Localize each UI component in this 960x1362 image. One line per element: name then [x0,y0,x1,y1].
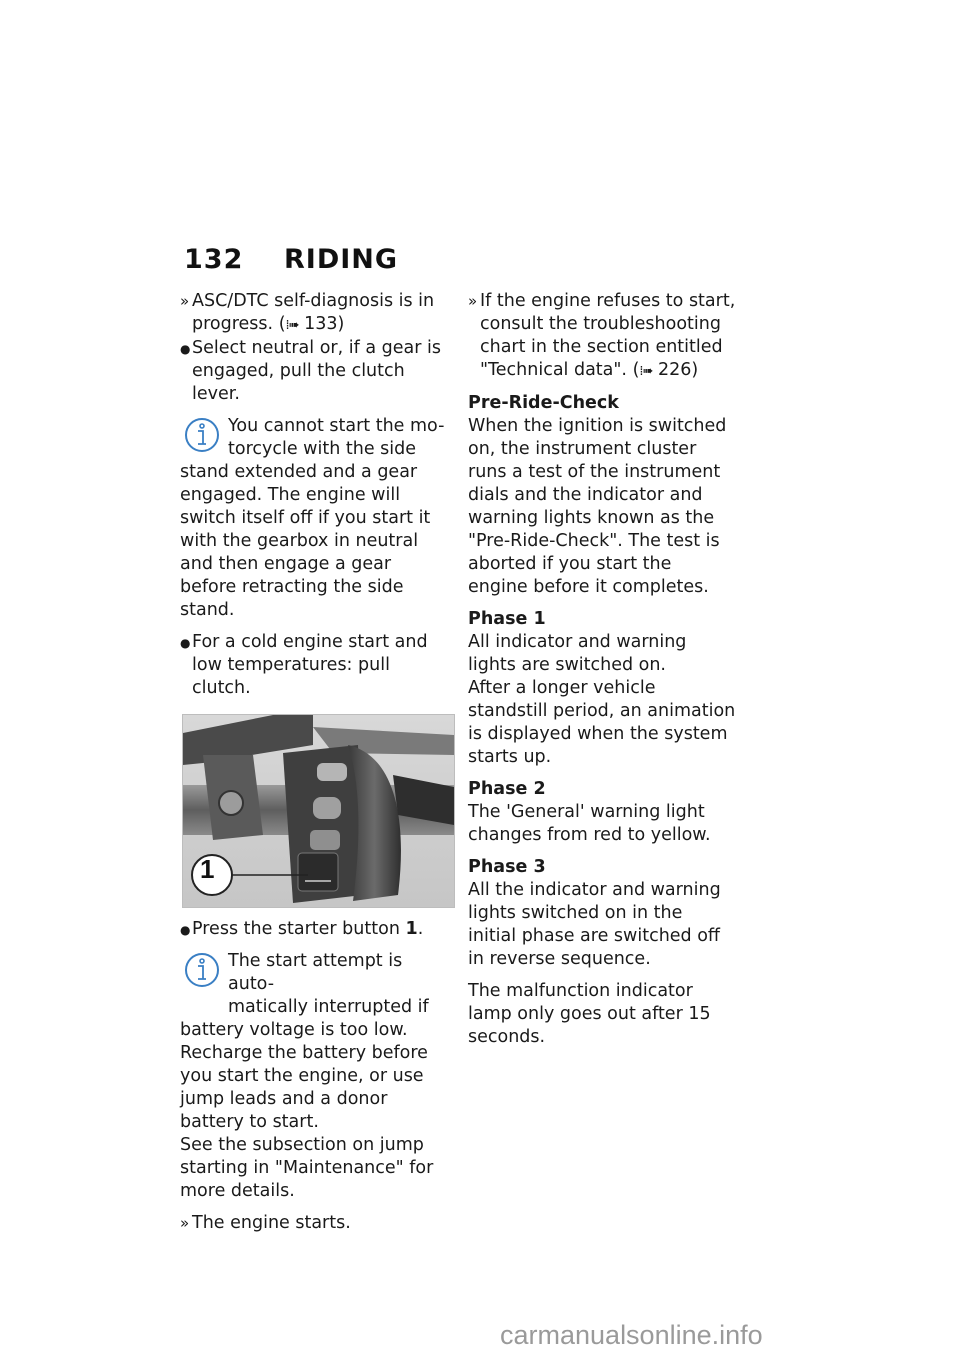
page-reference[interactable]: (⁞➠ 133) [278,314,345,334]
paragraph: All the indicator and warning lights switched on in the initial phase are switched off in reverse sequence. [468,880,721,969]
info-icon [184,952,220,988]
step-item: ● Select neutral or, if a gear is engaged, pull the clutch lever. [180,338,441,404]
reference-arrow-icon: ⁞➠ [639,364,653,379]
phase-heading: Phase 3 [468,857,546,877]
starter-switch-photo [183,715,454,907]
phase-heading: Phase 2 [468,779,546,799]
section-heading: Pre-Ride-Check [468,393,619,413]
figure-callout-number: 1 [200,854,215,884]
info-note: You cannot start the mo- torcycle with the side stand extended and a gear engaged. The engine will switch itself off if you start it with the gearbox in neutral and then engage a gear before retracting the side stand. [180,416,445,620]
paragraph: All indicator and warning lights are switched on. [468,632,687,675]
result-item: » If the engine refuses to start, consult the troubleshooting chart in the section entitled "Technical data". (⁞➠ 226) [468,291,736,380]
left-column [180,290,448,1235]
step-item: ● Press the starter button 1. [180,919,424,939]
phase-heading: Phase 1 [468,609,546,629]
info-icon [184,417,220,453]
starter-button-ref: 1 [405,919,418,939]
section-title: RIDING [284,244,399,275]
right-column [468,290,736,1049]
result-item: » The engine starts. [180,1213,351,1233]
paragraph: When the ignition is switched on, the instrument cluster runs a test of the instrument dials and the indicator and warning lights known as the "Pre-Ride-Check". The test is aborted if you start the engine before it completes. [468,416,727,597]
page-header [184,244,398,275]
info-note: The start attempt is auto- matically interrupted if battery voltage is too low. Recharge the battery before you start the engine, or use jump leads and a donor battery to start. See the subsection on jump starting in "Maintenance" for more details. [180,951,434,1201]
watermark: carmanualsonline.info [500,1320,763,1350]
step-item: ● For a cold engine start and low temperatures: pull clutch. [180,632,428,698]
page-reference[interactable]: (⁞➠ 226) [632,360,699,380]
result-item: » ASC/DTC self-diagnosis is in progress. (⁞➠ 133) [180,291,435,334]
paragraph: After a longer vehicle standstill period, an animation is displayed when the system starts up. [468,678,736,767]
starter-switch-figure [182,714,455,908]
paragraph: The 'General' warning light changes from red to yellow. [468,802,711,845]
page-number: 132 [184,244,244,275]
paragraph: The malfunction indicator lamp only goes out after 15 seconds. [468,981,711,1047]
reference-arrow-icon: ⁞➠ [285,318,299,333]
